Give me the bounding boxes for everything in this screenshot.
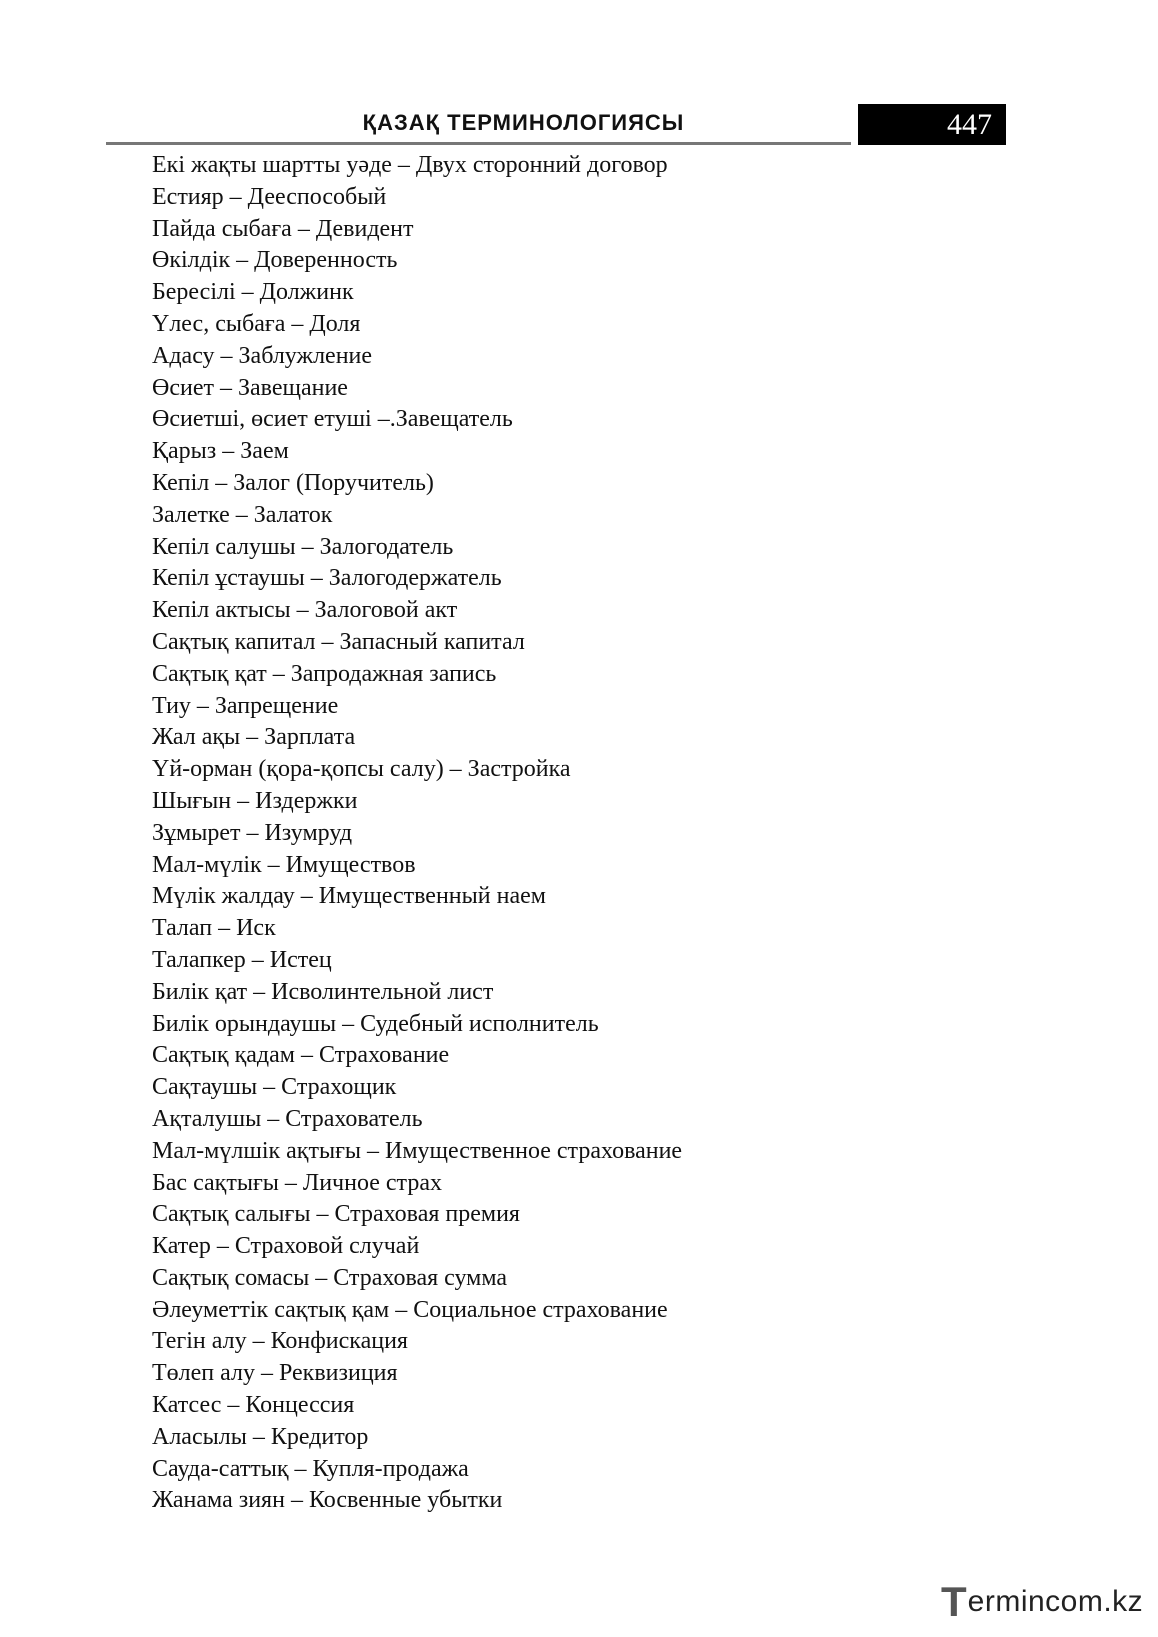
glossary-entry: Тиу – Запрещение xyxy=(152,692,339,719)
glossary-entry: Сақтық салығы – Страховая премия xyxy=(152,1201,520,1228)
glossary-entry: Залетке – Залаток xyxy=(152,501,333,528)
glossary-entry: Өкілдік – Доверенность xyxy=(152,247,398,274)
running-title: ҚАЗАҚ ТЕРМИНОЛОГИЯСЫ xyxy=(362,110,685,135)
glossary-entry: Пайда сыбаға – Девидент xyxy=(152,215,414,242)
glossary-entry: Мүлік жалдау – Имущественный наем xyxy=(152,883,546,910)
glossary-entry: Катер – Страховой случай xyxy=(152,1233,420,1260)
glossary-entry: Билік орындаушы – Судебный исполнитель xyxy=(152,1010,599,1037)
glossary-entry: Әлеуметтік сақтық қам – Социальное страхование xyxy=(152,1296,668,1323)
glossary-entry: Аласылы – Кредитор xyxy=(152,1423,369,1450)
glossary-entry: Өсиетші, өсиет етуші –.Завещатель xyxy=(152,406,513,433)
glossary-entry: Үй-орман (қора-қопсы салу) – Застройка xyxy=(152,756,571,783)
glossary-entry: Ақталушы – Страхователь xyxy=(152,1105,423,1132)
glossary-entry: Естияр – Дееспособый xyxy=(152,183,387,210)
termincom-logo xyxy=(941,1578,1144,1626)
glossary-entry: Жанама зиян – Косвенные убытки xyxy=(152,1487,503,1514)
glossary-entry: Шығын – Издержки xyxy=(152,787,358,814)
glossary-entry: Талап – Иск xyxy=(152,915,276,942)
logo-text: ermincom.kz xyxy=(967,1585,1144,1618)
glossary-entry: Билік қат – Исволинтельной лист xyxy=(152,978,494,1005)
glossary-entry: Сауда-саттық – Купля-продажа xyxy=(152,1455,469,1482)
glossary-entry: Сақтық сомасы – Страховая сумма xyxy=(152,1264,508,1291)
glossary-entry: Сақтық қат – Запродажная запись xyxy=(152,660,497,687)
glossary-entry: Сақтық капитал – Запасный капитал xyxy=(152,628,525,655)
glossary-list xyxy=(152,150,682,1517)
glossary-entry: Төлеп алу – Реквизиция xyxy=(152,1360,398,1387)
glossary-entry: Жал ақы – Зарплата xyxy=(152,724,356,751)
glossary-entry: Катсес – Концессия xyxy=(152,1392,355,1419)
glossary-entry: Кепіл – Залог (Поручитель) xyxy=(152,469,434,496)
glossary-entry: Үлес, сыбаға – Доля xyxy=(152,310,361,337)
glossary-entry: Кепіл салушы – Залогодатель xyxy=(152,533,454,560)
logo-initial: T xyxy=(941,1578,967,1625)
header-divider xyxy=(106,142,851,145)
glossary-entry: Зұмырет – Изумруд xyxy=(152,819,353,846)
glossary-entry: Кепіл актысы – Залоговой акт xyxy=(152,597,458,624)
glossary-entry: Мал-мүлік – Имуществов xyxy=(152,851,416,878)
page-number: 447 xyxy=(858,104,1006,145)
glossary-entry: Кепіл ұстаушы – Залогодержатель xyxy=(152,565,502,592)
glossary-entry: Қарыз – Заем xyxy=(152,438,289,465)
glossary-entry: Өсиет – Завещание xyxy=(152,374,348,401)
glossary-entry: Екі жақты шартты уәде – Двух сторонний договор xyxy=(152,152,668,178)
glossary-entry: Талапкер – Истец xyxy=(152,946,332,973)
glossary-entry: Бас сақтығы – Личное страх xyxy=(152,1169,442,1196)
glossary-entry: Сақтаушы – Страхощик xyxy=(152,1074,397,1101)
glossary-entry: Сақтық қадам – Страхование xyxy=(152,1042,450,1069)
glossary-entry: Мал-мүлшік ақтығы – Имущественное страхование xyxy=(152,1137,683,1164)
glossary-entry: Бересілі – Должинк xyxy=(152,279,354,306)
glossary-entry: Тегін алу – Конфискация xyxy=(152,1328,408,1355)
page-header xyxy=(106,104,1006,146)
glossary-entry: Адасу – Заблужление xyxy=(152,342,373,369)
